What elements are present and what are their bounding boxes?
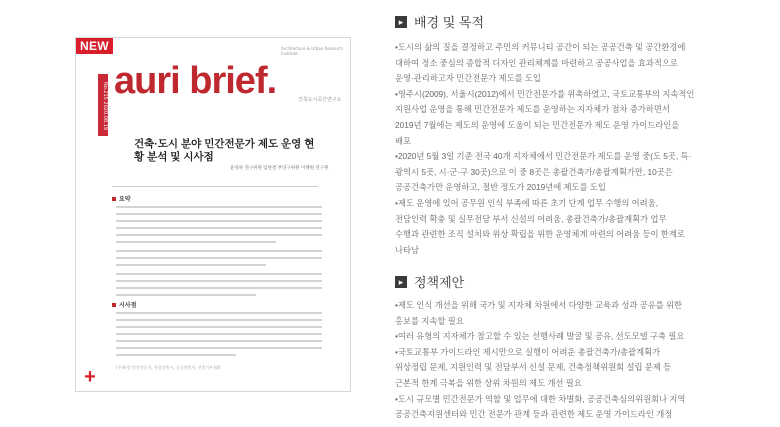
cover-section-summary: 요약 bbox=[112, 194, 131, 203]
cover-divider bbox=[112, 186, 318, 187]
cover-keywords: (주제어) 민간전문가, 총괄건축가, 공공건축가, 건축기본계획 bbox=[116, 365, 221, 370]
section-heading-background bbox=[395, 12, 484, 31]
new-badge: NEW bbox=[76, 38, 113, 54]
section-heading-policy bbox=[395, 272, 464, 291]
cover-authors: 윤성하 연구위원 임한결 부연구위원 이혜원 연구원 bbox=[230, 166, 329, 171]
brief-cover-thumbnail[interactable] bbox=[75, 37, 351, 392]
cover-section-implications: 시사점 bbox=[112, 300, 136, 309]
cover-title: 건축·도시 분야 민간전문가 제도 운영 현황 분석 및 시사점 bbox=[134, 138, 315, 163]
chevron-right-icon: ▸ bbox=[395, 276, 407, 288]
cover-top-line: Architecture & Urban Research Institute bbox=[281, 46, 343, 56]
expand-plus-icon[interactable]: + bbox=[84, 366, 96, 388]
issue-strip: No.215 2020.08.19 bbox=[98, 74, 108, 136]
background-paragraph: •도시의 삶의 질을 결정하고 주민의 커뮤니티 공간이 되는 공공건축 및 공간환경에 대하여 정소 중심의 종합적 디자인 관리체계를 마련하고 공공사업을 효과적으로 운영·관리하고자 민간전문가 제도를 도입 •영주시(2009), 서울시(2012)에서 민간전문가를 위촉하였고, 국토교통부의 지속적인 지원사업 운영을 통해 민간전문가 제도를 운영하는 지자체가 점차 증가하면서 2019년 7월에는 제도의 운영에 도움이 되는 민간전문가 제도 운영 가이드라인을 배포 •2020년 5월 3일 기준 전국 40개 지자체에서 민간전문가 제도를 운영 중(도 5곳, 특· 광역시 5곳, 시·군·구 30곳)으로 이 중 8곳은 총괄건축가/총괄계획가만, 10곳은 공공건축가만 운영하고, 절반 정도가 2019년에 제도를 도입 •제도 운영에 있어 공무원 인식 부족에 따른 초기 단계 업무 수행의 어려움, 전담인력 확충 및 실무전담 부서 신설의 어려움, 총괄건축가/총괄계획가 업무 수행과 관련한 조직 설치와 위상 확립을 위한 운영체계 마련의 어려움 등이 한계로 나타남 bbox=[395, 42, 695, 255]
logo-subtitle: 건축도시공간연구소 bbox=[298, 97, 342, 103]
policy-paragraph: •제도 인식 개선을 위해 국가 및 지자체 차원에서 다양한 교육과 성과 공유를 위한 홍보를 지속할 필요 •여러 유형의 지자체가 참고할 수 있는 선행사례 발굴 및 공유, 선도모델 구축 필요 •국토교통부 가이드라인 제시만으로 실행이 어려운 총괄건축가/총괄계획가 위상정립 문제, 지원인력 및 전담부서 신설 문제, 건축정책위원회 설립 문제 등 근본적 한계 극복을 위한 상위 차원의 제도 개선 필요 •도시 규모별 민간전문가 역할 및 업무에 대한 차별화, 공공건축심의위원회나 지역 공공건축지원센터와 민간 전문가 관계 등과 관련한 제도 운영 가이드라인 개정 bbox=[395, 300, 686, 420]
section-heading-label: 배경 및 목적 bbox=[414, 15, 485, 30]
chevron-right-icon: ▸ bbox=[395, 16, 407, 28]
auri-brief-logo: auri brief. bbox=[114, 60, 277, 102]
section-heading-label: 정책제안 bbox=[414, 275, 465, 290]
